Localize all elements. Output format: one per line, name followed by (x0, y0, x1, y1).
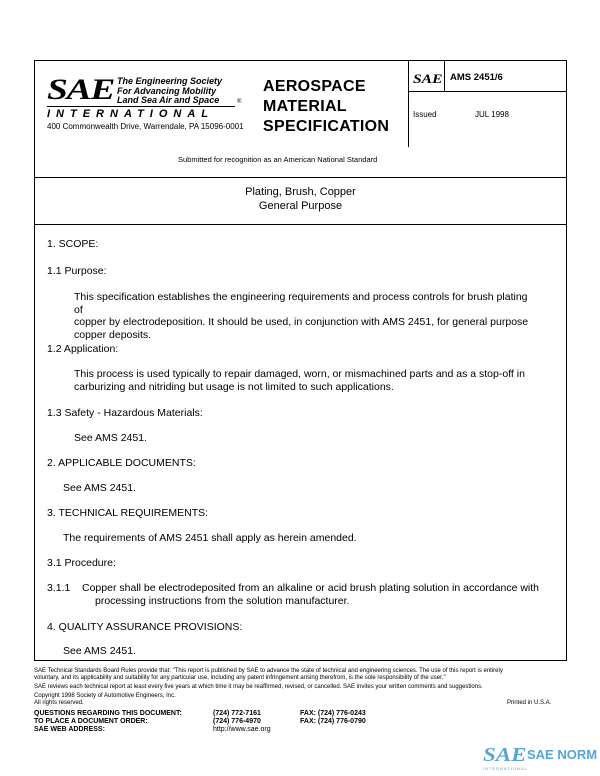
section-1-2-heading: 1.2 Application: (47, 343, 119, 355)
section-3-heading: 3. TECHNICAL REQUIREMENTS: (47, 507, 209, 519)
issued-label: Issued (413, 110, 437, 119)
footer-rules-line2: voluntary, and its applicability and suitability for any particular use, including any patent infringement arising therefrom, is the sole responsibility of the user." (34, 675, 446, 681)
subject-line2: General Purpose (258, 200, 343, 212)
document-number: AMS 2451/6 (450, 72, 503, 83)
paragraph-line: This specification establishes the engineering requirements and process controls for brush plating of (74, 291, 528, 316)
issued-date: JUL 1998 (475, 110, 509, 119)
section-4-heading: 4. QUALITY ASSURANCE PROVISIONS: (47, 621, 243, 633)
paragraph-line: copper by electrodeposition. It should be used, in conjunction with AMS 2451, for general purpose (74, 316, 529, 328)
watermark-sae-logo: SAE (483, 744, 527, 766)
section-2-heading: 2. APPLICABLE DOCUMENTS: (47, 457, 196, 469)
section-4-paragraph: See AMS 2451. (63, 645, 136, 657)
paragraph-line: carburizing and nitriding but usage is not limited to such applications. (74, 380, 394, 393)
divider (408, 91, 566, 92)
tagline-line1: The Engineering Society (117, 76, 223, 86)
section-1-1-heading: 1.1 Purpose: (47, 265, 107, 277)
section-3-1-heading: 3.1 Procedure: (47, 557, 116, 569)
subject-line1: Plating, Brush, Copper (245, 186, 356, 198)
sae-logo: SAE (47, 73, 115, 106)
document-frame (34, 60, 567, 661)
web-label: SAE WEB ADDRESS: (34, 726, 105, 733)
tagline-line3: Land Sea Air and Space (117, 95, 220, 105)
questions-label: QUESTIONS REGARDING THIS DOCUMENT: (34, 710, 182, 717)
watermark-norm-text: SAE NORM (527, 747, 598, 762)
footer-printed: Printed in U.S.A. (507, 700, 552, 706)
title-line1: AEROSPACE (263, 78, 366, 95)
section-3-paragraph: The requirements of AMS 2451 shall apply as herein amended. (63, 532, 357, 544)
footer-copyright: Copyright 1998 Society of Automotive Engineers, Inc. (34, 693, 176, 699)
order-phone: (724) 776-4970 (213, 718, 261, 725)
paragraph-line: This process is used typically to repair damaged, worn, or mismachined parts and as a stop-off in (74, 368, 525, 380)
section-1-2-paragraph (74, 368, 539, 393)
small-sae-logo: SAE (413, 71, 443, 86)
section-1-3-paragraph: See AMS 2451. (74, 432, 147, 444)
footer-rules-line1: SAE Technical Standards Board Rules provide that: "This report is published by SAE to advance the state of technical and engineering sciences. The use of this report is entirely (34, 668, 503, 674)
footer-review-note: SAE reviews each technical report at least every five years at which time it may be reaffirmed, revised, or cancelled. SAE invites your written comments and suggestions. (34, 684, 483, 690)
header-block (35, 61, 566, 178)
order-fax: FAX: (724) 776-0790 (300, 718, 366, 725)
watermark-sub-text: INTERNATIONAL (483, 766, 528, 771)
paragraph-line: processing instructions from the solution manufacturer. (95, 594, 350, 607)
divider (444, 61, 445, 91)
questions-phone: (724) 772-7161 (213, 710, 261, 717)
tagline-line2: For Advancing Mobility (117, 85, 217, 96)
section-1-heading: 1. SCOPE: (47, 238, 99, 250)
questions-fax: FAX: (724) 776-0243 (300, 710, 366, 717)
section-3-1-1-paragraph (82, 582, 547, 607)
address: 400 Commonwealth Drive, Warrendale, PA 15096-0001 (47, 122, 244, 131)
section-3-1-1-number: 3.1.1 (47, 582, 71, 594)
section-1-1-paragraph (74, 291, 539, 341)
submitted-note: Submitted for recognition as an American National Standard (178, 155, 378, 164)
title-line3: SPECIFICATION (263, 118, 390, 135)
registered-mark: ® (237, 99, 242, 105)
logo-rule (47, 106, 235, 107)
document-subject (35, 185, 566, 213)
subject-rule (35, 224, 566, 225)
paragraph-line: Copper shall be electrodeposited from an alkaline or acid brush plating solution in accordance with (82, 582, 540, 594)
title-line2: MATERIAL (263, 98, 347, 115)
paragraph-line: copper deposits. (74, 328, 152, 341)
section-1-3-heading: 1.3 Safety - Hazardous Materials: (47, 407, 203, 419)
sae-tagline (117, 77, 222, 106)
web-address[interactable]: http://www.sae.org (213, 726, 271, 733)
divider (408, 91, 409, 147)
section-2-paragraph: See AMS 2451. (63, 482, 136, 494)
divider (408, 61, 409, 91)
document-type-title (263, 77, 389, 137)
footer-rights: All rights reserved. (34, 700, 84, 706)
international-label: INTERNATIONAL (47, 108, 215, 120)
order-label: TO PLACE A DOCUMENT ORDER: (34, 718, 148, 725)
